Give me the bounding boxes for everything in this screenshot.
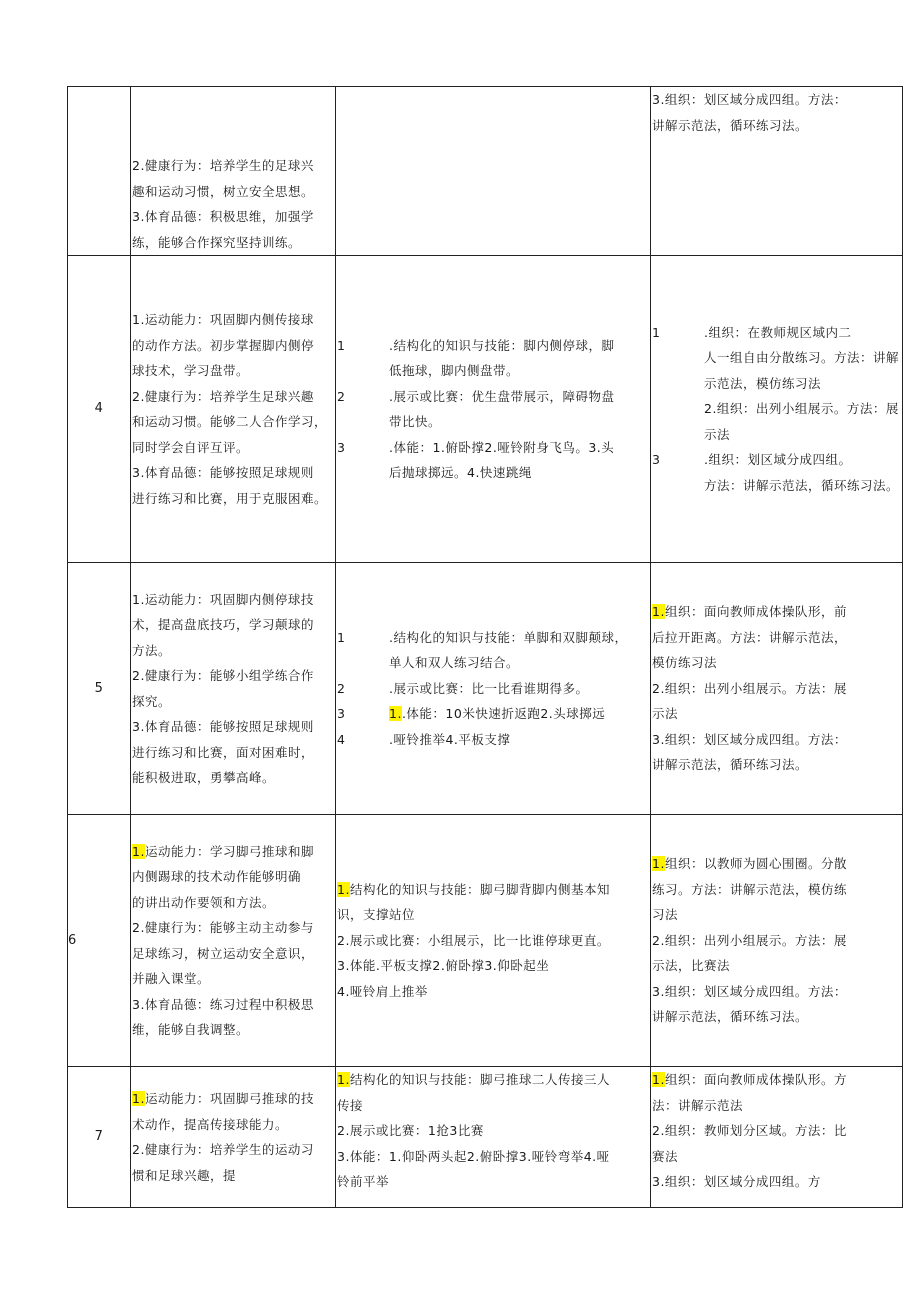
line-text: 2.展示或比赛：小组展示，比一比谁停球更直。 <box>337 932 610 948</box>
text-line <box>651 473 902 499</box>
text-line <box>336 676 650 702</box>
text-line <box>651 371 902 397</box>
text-line <box>131 941 335 967</box>
text-line <box>651 1144 902 1170</box>
line-text: 练习。方法：讲解示范法，模仿练 <box>652 881 848 897</box>
organization-cell <box>651 256 903 563</box>
line-text: 2.组织：出列小组展示。方法：展 <box>652 680 847 696</box>
line-text: 铃前平举 <box>337 1174 390 1189</box>
text-line <box>336 1118 650 1144</box>
line-text: 传接 <box>337 1097 364 1113</box>
text-line <box>651 422 902 448</box>
text-line <box>336 1093 650 1119</box>
text-line <box>651 902 902 928</box>
line-text: 示范法，模仿练习法 <box>704 375 822 391</box>
text-line <box>651 1067 902 1093</box>
line-text: 3.体育品德：练习过程中积极思 <box>132 996 314 1012</box>
text-line: 3.体育品德：积极思维，加强学 <box>132 209 314 224</box>
text-line <box>131 864 335 890</box>
text-line: 2.健康行为：培养学生足球兴趣 <box>132 388 314 404</box>
line-text: 4.哑铃肩上推举 <box>337 983 428 999</box>
text-line <box>651 979 902 1005</box>
line-text: 识，支撑站位 <box>337 907 416 923</box>
text-line: 能积极进取，勇攀高峰。 <box>132 770 276 785</box>
text-line: 进行练习和比赛，用于克服困难。 <box>132 490 328 506</box>
line-text: 后抛球掷远。4.快速跳绳 <box>389 465 532 480</box>
text-line <box>336 877 650 903</box>
highlight-mark: 1. <box>337 1072 350 1087</box>
text-line: 术，提高盘底技巧，学习颠球的 <box>132 617 315 632</box>
text-line <box>651 1118 902 1144</box>
text-line <box>336 435 650 461</box>
line-text: 足球练习，树立运动安全意识， <box>132 945 315 961</box>
line-text: 结构化的知识与技能：脚弓推球二人传接三人 <box>349 1072 610 1087</box>
text-line <box>336 953 650 979</box>
text-line <box>131 1163 335 1189</box>
text-line: 球技术，学习盘带。 <box>132 363 250 378</box>
list-number: 1 <box>337 629 346 645</box>
text-line <box>651 953 902 979</box>
line-text: 模仿练习法 <box>652 655 718 671</box>
line-text: 2.组织：出列小组展示。方法：展 <box>704 401 899 417</box>
line-text: 2.组织：教师划分区域。方法：比 <box>652 1123 847 1138</box>
text-line <box>131 839 335 865</box>
line-text: 方法：讲解示范法，循环练习法。 <box>704 477 900 493</box>
text-line: 讲解示范法，循环练习法。 <box>652 117 809 133</box>
line-text: 单人和双人练习结合。 <box>389 655 520 671</box>
line-text: 讲解示范法，循环练习法。 <box>652 1009 809 1025</box>
text-line <box>336 1067 650 1093</box>
content-cell <box>336 1067 651 1208</box>
text-line <box>131 890 335 916</box>
line-text: .哑铃推举4.平板支撑 <box>389 731 511 747</box>
text-line <box>131 1137 335 1163</box>
line-text: 3.体能.平板支撑2.俯卧撑3.仰卧起坐 <box>337 958 550 974</box>
list-number: 1 <box>652 324 661 340</box>
highlight-mark: 1. <box>652 1072 665 1087</box>
line-text: 示法，比赛法 <box>652 958 731 974</box>
lesson-plan-table <box>67 86 903 1208</box>
text-line <box>651 1093 902 1119</box>
text-line <box>651 851 902 877</box>
line-text: 组织：面向教师成体操队形，前 <box>664 604 847 620</box>
text-line <box>336 333 650 359</box>
line-text: 2.组织：出列小组展示。方法：展 <box>652 932 847 948</box>
line-text: 示法 <box>704 426 731 442</box>
text-line <box>336 409 650 435</box>
highlight-mark: 1. <box>132 1091 145 1106</box>
line-text: 人一组自由分散练习。方法：讲解 <box>704 350 900 366</box>
text-line <box>651 625 902 651</box>
line-text: .体能： <box>401 706 446 722</box>
line-text: 运动能力：巩固脚弓推球的技 <box>144 1091 314 1106</box>
list-number: 3 <box>652 452 661 468</box>
line-text: 组织：以教师为圆心围圈。分散 <box>664 856 847 872</box>
highlight-mark: 1. <box>652 856 665 872</box>
text-line <box>131 915 335 941</box>
text-line <box>131 966 335 992</box>
text-line <box>131 1017 335 1043</box>
content-cell <box>336 256 651 563</box>
text-line <box>336 701 650 727</box>
content-cell <box>336 815 651 1067</box>
line-text: 后拉开距离。方法：讲解示范法， <box>652 629 848 645</box>
table-row <box>68 1067 903 1208</box>
text-line: 的动作方法。初步掌握脚内侧停 <box>132 337 315 353</box>
organization-cell <box>651 815 903 1067</box>
line-text-after: 10米快速折返跑2.头球掷远 <box>445 706 606 722</box>
highlight-mark: 1. <box>132 843 145 859</box>
text-line <box>336 1169 650 1195</box>
text-line: 练，能够合作探究坚持训练。 <box>132 234 302 250</box>
organization-cell <box>651 87 903 256</box>
text-line <box>131 102 335 128</box>
table-row <box>68 87 903 256</box>
line-text: 习法 <box>652 907 679 923</box>
text-line <box>651 1004 902 1030</box>
list-number: 3 <box>337 706 346 722</box>
text-line <box>651 599 902 625</box>
text-line <box>336 460 650 486</box>
text-line: 1.运动能力：巩固脚内侧停球技 <box>132 591 314 607</box>
goals-cell <box>131 1067 336 1208</box>
organization-cell <box>651 1067 903 1208</box>
text-line <box>651 676 902 702</box>
text-line: 2.健康行为：能够小组学练合作 <box>132 668 314 683</box>
text-line <box>651 650 902 676</box>
text-line <box>336 650 650 676</box>
text-line: 同时学会自评互评。 <box>132 439 250 455</box>
text-line <box>336 979 650 1005</box>
line-text: 术动作，提高传接球能力。 <box>132 1116 289 1132</box>
line-text: .结构化的知识与技能：单脚和双脚颠球， <box>389 629 628 645</box>
goals-cell <box>131 563 336 815</box>
text-line <box>651 1169 902 1195</box>
text-line: 3.体育品德：能够按照足球规则 <box>132 465 314 480</box>
text-line <box>651 345 902 371</box>
line-text: 维，能够自我调整。 <box>132 1022 250 1037</box>
line-text: .结构化的知识与技能：脚内侧停球，脚 <box>389 337 615 353</box>
text-line: 3.组织：划区域分成四组。方法： <box>652 92 847 107</box>
list-number: 2 <box>337 388 346 404</box>
line-text: 带比快。 <box>389 414 442 429</box>
highlight-mark: 1. <box>337 881 350 897</box>
text-line <box>131 1112 335 1138</box>
line-text: 3.组织：划区域分成四组。方 <box>652 1174 821 1189</box>
line-text: 2.健康行为：培养学生的运动习 <box>132 1142 314 1157</box>
text-line <box>336 902 650 928</box>
goals-cell <box>131 87 336 256</box>
text-line <box>131 1086 335 1112</box>
text-line <box>651 752 902 778</box>
text-line <box>651 701 902 727</box>
list-number: 3 <box>337 439 346 455</box>
lesson-number: 7 <box>68 1067 131 1208</box>
text-line <box>336 358 650 384</box>
text-line: 趣和运动习惯，树立安全思想。 <box>132 183 315 199</box>
line-text: 2.健康行为：能够主动主动参与 <box>132 920 314 935</box>
text-line <box>651 877 902 903</box>
table-row <box>68 815 903 1067</box>
text-line: 1.运动能力：巩固脚内侧传接球 <box>132 312 314 327</box>
line-text: 结构化的知识与技能：脚弓脚背脚内侧基本知 <box>349 881 610 897</box>
line-text: 内侧踢球的技术动作能够明确 <box>132 869 302 884</box>
line-text: 的讲出动作要领和方法。 <box>132 894 276 910</box>
line-text: 2.展示或比赛：1抢3比赛 <box>337 1123 484 1138</box>
highlight-mark: 1. <box>652 604 665 620</box>
content-cell <box>336 563 651 815</box>
line-text: 3.组织：划区域分成四组。方法： <box>652 731 847 747</box>
text-line <box>651 928 902 954</box>
line-text: 讲解示范法，循环练习法。 <box>652 757 809 773</box>
line-text: 低拖球，脚内侧盘带。 <box>389 363 520 378</box>
text-line <box>131 992 335 1018</box>
text-line: 探究。 <box>132 693 172 709</box>
text-line <box>336 928 650 954</box>
line-text: 示法 <box>652 706 679 722</box>
text-line <box>651 320 902 346</box>
text-line <box>336 727 650 753</box>
lesson-number: 5 <box>68 563 131 815</box>
line-text: 3.组织：划区域分成四组。方法： <box>652 983 847 999</box>
list-number: 4 <box>337 731 346 747</box>
line-text: 惯和足球兴趣，提 <box>132 1167 237 1183</box>
text-line <box>651 447 902 473</box>
text-line: 和运动习惯。能够二人合作学习， <box>132 414 328 429</box>
text-line: 3.体育品德：能够按照足球规则 <box>132 719 314 734</box>
table-row <box>68 563 903 815</box>
organization-cell <box>651 563 903 815</box>
line-text: 运动能力：学习脚弓推球和脚 <box>144 843 314 859</box>
lesson-number: 6 <box>68 815 131 1067</box>
line-text: 并融入课堂。 <box>132 971 211 986</box>
text-line <box>336 384 650 410</box>
line-text: 赛法 <box>652 1148 679 1164</box>
text-line <box>651 396 902 422</box>
list-number: 1 <box>337 337 346 353</box>
content-cell <box>336 87 651 256</box>
line-text: .体能：1.俯卧撑2.哑铃附身飞鸟。3.头 <box>389 439 615 455</box>
line-text: .组织：划区域分成四组。 <box>704 452 852 468</box>
line-text: .展示或比赛：优生盘带展示，障碍物盘 <box>389 388 615 404</box>
highlight-mark: 1. <box>389 706 402 722</box>
text-line <box>131 128 335 154</box>
table-row <box>68 256 903 563</box>
text-line <box>336 625 650 651</box>
lesson-number <box>68 87 131 256</box>
goals-cell <box>131 815 336 1067</box>
line-text: 法：讲解示范法 <box>652 1097 744 1113</box>
lesson-number: 4 <box>68 256 131 563</box>
text-line: 进行练习和比赛，面对困难时， <box>132 744 315 760</box>
text-line: 2.健康行为：培养学生的足球兴 <box>132 158 314 173</box>
line-text: 3.体能：1.仰卧两头起2.俯卧撑3.哑铃弯举4.哑 <box>337 1148 610 1164</box>
text-line: 方法。 <box>132 642 172 658</box>
text-line <box>336 1144 650 1170</box>
list-number: 2 <box>337 680 346 696</box>
line-text: 组织：面向教师成体操队形。方 <box>664 1072 847 1087</box>
goals-cell <box>131 256 336 563</box>
line-text: .展示或比赛：比一比看谁期得多。 <box>389 680 589 696</box>
text-line <box>651 727 902 753</box>
line-text: .组织：在教师规区域内二 <box>704 324 852 340</box>
